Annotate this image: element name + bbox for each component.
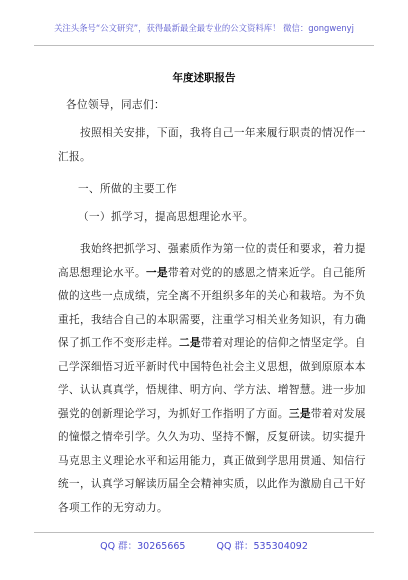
para-emphasis: 二是 xyxy=(178,337,201,349)
para-part: 我始终把抓学习、强素质作为第一位的责任和要求，着力提高思想理论水平。 xyxy=(58,243,366,279)
header-promo: 关注头条号“公文研究”，获得最新最全最专业的公文资料库！ 微信：gongwenyj xyxy=(54,23,354,33)
footer-contacts xyxy=(0,538,408,552)
body-paragraph xyxy=(58,238,368,520)
header-divider xyxy=(34,45,374,46)
para-part: 带着对理论的信仰之情坚定学。自己学深细悟习近平新时代中国特色社会主义思想，做到原原本本学、认认真真学，悟规律、明方向、学方法、增智慧。进一步加强党的创新理论学习，为抓好工作指明了方面。 xyxy=(58,337,366,420)
para-emphasis: 三是 xyxy=(288,407,311,420)
footer-qq-1: QQ 群：30265665 xyxy=(100,541,186,552)
para-emphasis: 一是 xyxy=(145,266,168,279)
intro-paragraph: 按照相关安排，下面，我将自己一年来履行职责的情况作一汇报。 xyxy=(58,127,366,163)
document-title: 年度述职报告 xyxy=(172,72,236,84)
footer-qq-2: QQ 群：535304092 xyxy=(216,541,308,552)
greeting: 各位领导，同志们： xyxy=(66,99,165,111)
subsection-heading: （一）抓学习，提高思想理论水平。 xyxy=(78,211,254,223)
para-part: 带着对党的的感恩之情来近学。自己能所做的这些一点成绩，完全离不开组织多年的关心和栽培。为不负重托，我结合自己的本职需要，注重学习相关业务知识，有力确保了抓工作不变形走样。 xyxy=(58,266,366,349)
section-heading: 一、所做的主要工作 xyxy=(78,183,177,195)
para-part: 带着对发展的憧憬之情牵引学。久久为功、坚持不懈，反复研读。切实提升马克思主义理论水平和运用能力，真正做到学思用贯通、知信行统一，认真学习解读历届全会精神实质，以此作为激励自己干好各项工作的无穷动力。 xyxy=(58,407,366,514)
footer-divider xyxy=(34,532,374,533)
